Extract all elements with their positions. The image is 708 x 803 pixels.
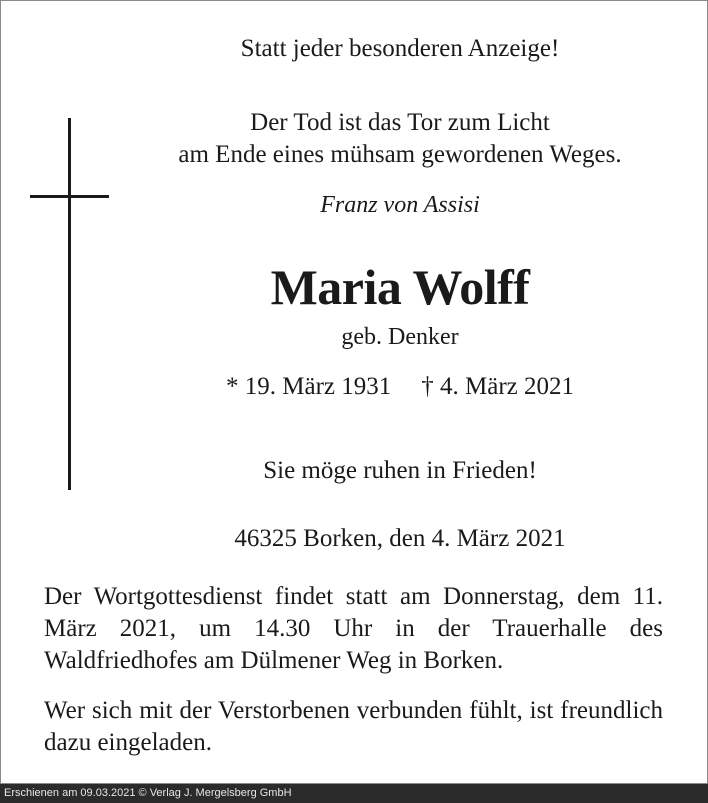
birth-name: geb. Denker <box>341 324 459 350</box>
quote-line: Der Tod ist das Tor zum Licht <box>250 109 550 136</box>
publication-footer: Erschienen am 09.03.2021 © Verlag J. Mergelsberg GmbH <box>0 784 708 803</box>
death-date: † 4. März 2021 <box>421 373 574 400</box>
invitation-paragraph: Wer sich mit der Verstorbenen verbunden fühlt, ist freundlich dazu eingeladen. <box>44 697 663 756</box>
service-paragraph: Der Wortgottesdienst findet statt am Donnerstag, dem 11. März 2021, um 14.30 Uhr in der Trauerhalle des Waldfriedhofes am Dülmener Weg in Borken. <box>44 583 663 674</box>
quote-line: am Ende eines mühsam gewordenen Weges. <box>178 141 622 168</box>
blessing: Sie möge ruhen in Frieden! <box>263 457 537 484</box>
intro-line: Statt jeder besonderen Anzeige! <box>240 35 560 62</box>
birth-date: * 19. März 1931 <box>226 373 392 400</box>
deceased-name: Maria Wolff <box>270 259 530 315</box>
life-dates <box>46 372 708 402</box>
quote <box>46 107 708 171</box>
place-date: 46325 Borken, den 4. März 2021 <box>234 525 566 552</box>
quote-author: Franz von Assisi <box>320 192 480 218</box>
